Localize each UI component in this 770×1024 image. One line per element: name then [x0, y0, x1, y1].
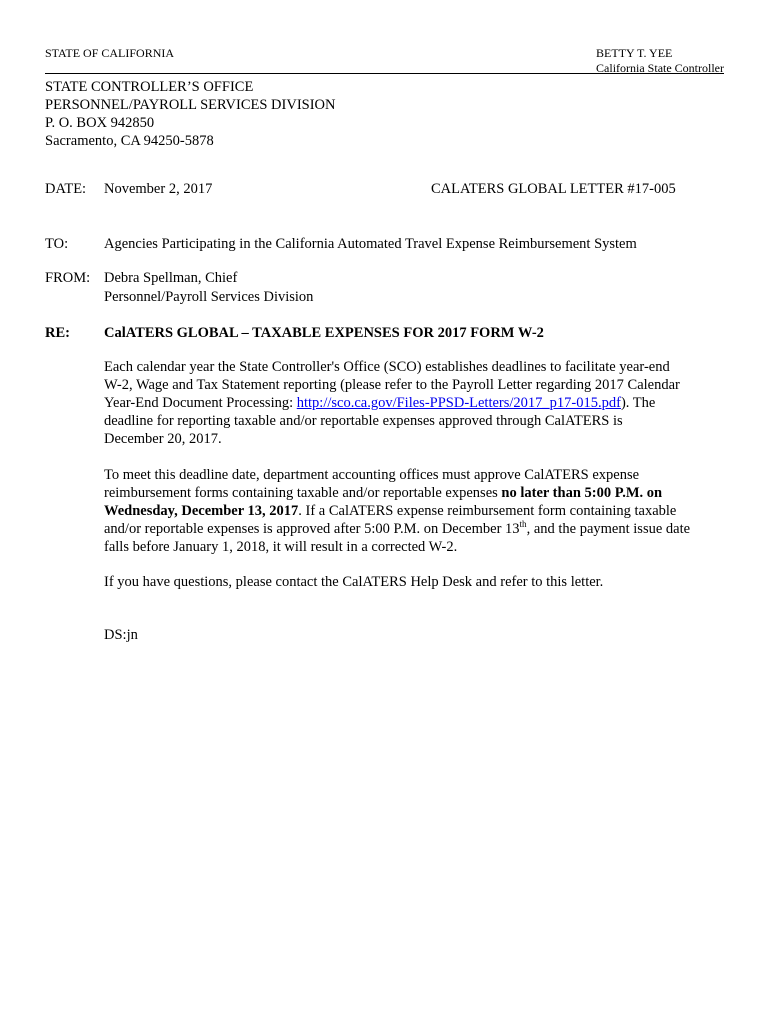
paragraph-line: [104, 394, 728, 412]
office-city: Sacramento, CA 94250-5878: [45, 133, 214, 149]
controller-block: [596, 46, 724, 75]
paragraph-deadlines: [104, 358, 728, 448]
paragraph-line: falls before January 1, 2018, it will result in a corrected W-2.: [104, 539, 458, 555]
header-divider: [45, 73, 724, 74]
re-subject: CalATERS GLOBAL – TAXABLE EXPENSES FOR 2017 FORM W-2: [104, 325, 544, 341]
to-value: Agencies Participating in the California Automated Travel Expense Reimbursement System: [104, 236, 637, 252]
paragraph-line: If you have questions, please contact the CalATERS Help Desk and refer to this letter.: [104, 574, 604, 590]
date-label: DATE:: [45, 181, 87, 197]
letter-number: CALATERS GLOBAL LETTER #17-005: [431, 181, 676, 197]
initials-text: DS:jn: [104, 627, 138, 643]
date-value: November 2, 2017: [104, 181, 213, 197]
paragraph-text: and/or reportable expenses is approved after 5:00 P.M. on December 13: [104, 521, 520, 537]
office-name: STATE CONTROLLER’S OFFICE: [45, 79, 254, 95]
paragraph-text: ). The: [620, 395, 656, 411]
re-label: RE:: [45, 325, 70, 341]
paragraph-line: To meet this deadline date, department accounting offices must approve CalATERS expense: [104, 467, 640, 483]
paragraph-line: W-2, Wage and Tax Statement reporting (please refer to the Payroll Letter regarding 2017 Calendar: [104, 377, 680, 393]
paragraph-line: December 20, 2017.: [104, 431, 222, 447]
controller-title: California State Controller: [596, 60, 724, 75]
paragraph-line: [104, 484, 728, 502]
author-initials: [104, 626, 728, 644]
paragraph-text: , and the payment issue date: [526, 521, 691, 537]
ordinal-suffix: th: [519, 519, 527, 530]
office-division: PERSONNEL/PAYROLL SERVICES DIVISION: [45, 97, 336, 113]
paragraph-line: Each calendar year the State Controller's Office (SCO) establishes deadlines to facilitate year-end: [104, 359, 670, 375]
paragraph-text: . If a CalATERS expense reimbursement form containing taxable: [298, 503, 677, 519]
from-division: Personnel/Payroll Services Division: [104, 289, 314, 305]
deadline-emphasis: no later than 5:00 P.M. on: [501, 485, 663, 501]
paragraph-line: [104, 520, 728, 538]
paragraph-line: [104, 502, 728, 520]
to-label: TO:: [45, 236, 69, 252]
paragraph-approval: [104, 466, 728, 556]
deadline-date-emphasis: Wednesday, December 13, 2017: [104, 503, 299, 519]
paragraph-questions: [104, 573, 728, 591]
from-block: [104, 269, 313, 307]
paragraph-text: Year-End Document Processing:: [104, 395, 297, 411]
from-name: Debra Spellman, Chief: [104, 270, 238, 286]
controller-name: BETTY T. YEE: [596, 46, 673, 60]
office-address: [45, 78, 336, 150]
office-po-box: P. O. BOX 942850: [45, 115, 155, 131]
paragraph-text: reimbursement forms containing taxable and/or reportable expenses: [104, 485, 502, 501]
payroll-letter-link[interactable]: http://sco.ca.gov/Files-PPSD-Letters/2017_p17-015.pdf: [296, 395, 621, 411]
paragraph-line: deadline for reporting taxable and/or reportable expenses approved through CalATERS is: [104, 413, 623, 429]
from-label: FROM:: [45, 270, 91, 286]
state-heading: STATE OF CALIFORNIA: [45, 46, 175, 60]
